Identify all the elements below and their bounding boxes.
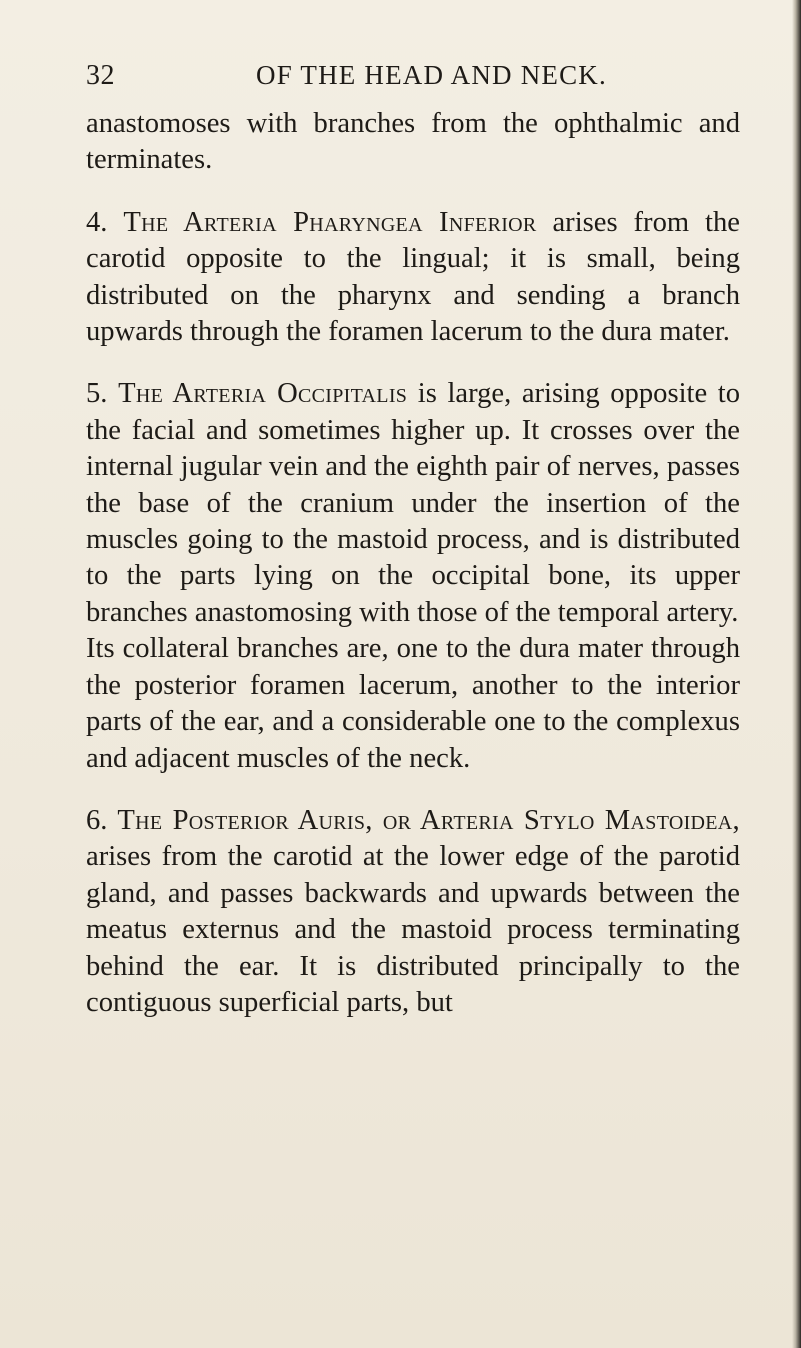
paragraph-number: 6. [86, 804, 108, 836]
paragraph-text: is large, arising opposite to the facial and sometimes higher up. It crosses over the internal jugular vein and the eighth pair of nerves, passes the base of the cranium under the insertion of the muscles going to the mastoid process, and is distributed to the parts lying on the occipital bone, its upper branches anastomosing with those of the temporal artery. [86, 378, 740, 628]
page-header [86, 60, 746, 100]
paragraph-number: 5. [86, 378, 108, 410]
page-number: 32 [86, 60, 115, 91]
paragraph-6 [86, 803, 740, 1021]
paragraph-5 [86, 376, 740, 631]
artery-name: The Arteria Occipitalis [118, 378, 408, 410]
paragraph-text: arises from the carotid opposite to the lingual; it is small, being distributed on the pharynx and sending a branch upwards through the foramen lacerum to the dura mater. [86, 206, 740, 348]
artery-name: The Arteria Pharyngea Inferior [123, 206, 537, 238]
body-text [86, 106, 740, 1021]
paragraph-gap [86, 350, 740, 376]
paragraph-text: anastomoses with branches from the ophthalmic and terminates. [86, 108, 740, 176]
paragraph-gap [86, 777, 740, 803]
paragraph-number: 4. [86, 206, 108, 238]
paragraph-text: Its collateral branches are, one to the dura mater through the posterior foramen lacerum, another to the interior parts of the ear, and a considerable one to the complexus and adjacent muscles of the neck. [86, 633, 740, 774]
paragraph-text: arises from the carotid at the lower edge of the parotid gland, and passes backwards and upwards between the meatus externus and the mastoid process terminating behind the ear. It is distributed principally to the contiguous superficial parts, but [86, 841, 740, 1018]
paragraph-4 [86, 205, 740, 351]
artery-name: The Posterior Auris, or Arteria Stylo Mastoidea, [117, 804, 741, 836]
running-head: OF THE HEAD AND NECK. [256, 60, 607, 90]
paragraph-gap [86, 179, 740, 205]
paragraph-5-collateral [86, 631, 740, 777]
paragraph-continuation [86, 106, 740, 179]
page-edge-shadow [792, 0, 801, 1348]
